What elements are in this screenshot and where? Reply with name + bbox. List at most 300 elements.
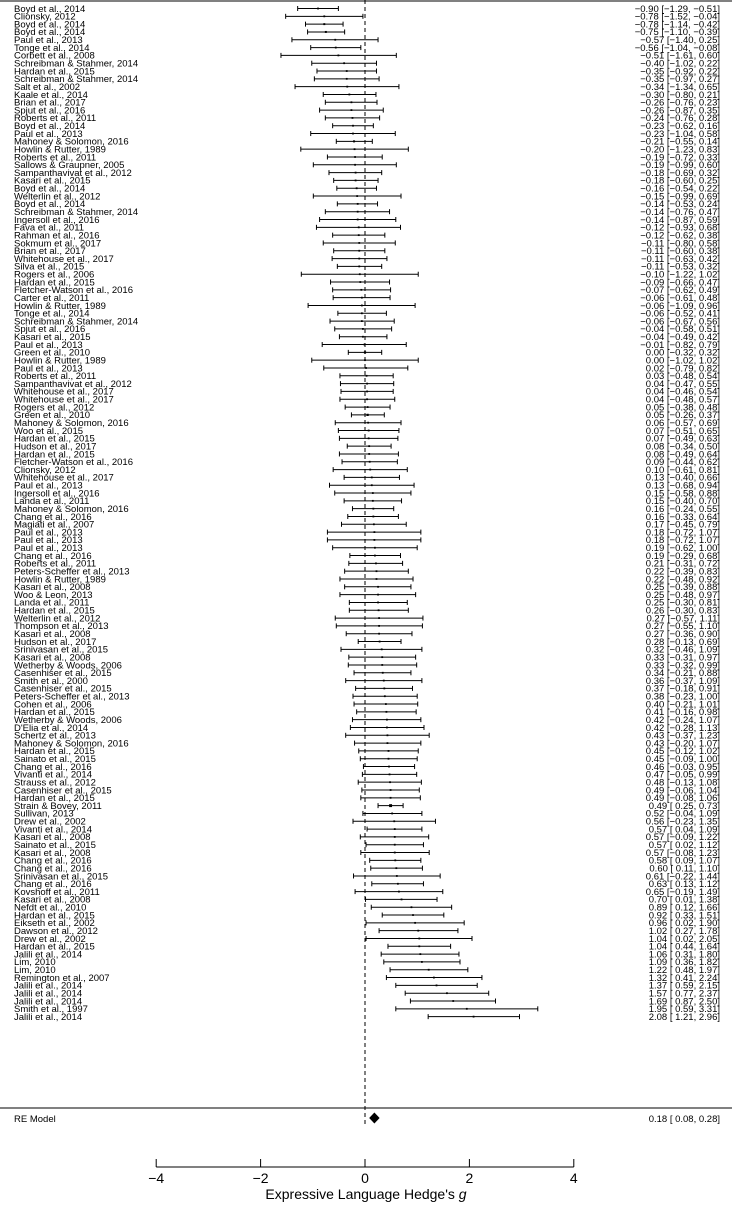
estimate-text: 0.63 [ 0.13, 1.12]	[648, 879, 720, 891]
point-estimate	[377, 586, 379, 588]
point-estimate	[378, 633, 380, 635]
estimate-text: 0.10 [−0.61, 0.81]	[645, 464, 720, 476]
point-estimate	[368, 453, 370, 455]
study-label: Corbett et al., 2008	[14, 50, 95, 62]
estimate-text: 0.18 [−0.72, 1.07]	[645, 535, 720, 547]
study-label: Ingersoll et al., 2016	[14, 214, 100, 226]
point-estimate	[353, 140, 355, 142]
estimate-text: 0.02 [−0.79, 0.82]	[645, 363, 720, 375]
study-label: Carter et al., 2011	[14, 292, 90, 304]
estimate-text: 0.46 [−0.03, 0.95]	[645, 761, 720, 773]
study-row	[14, 887, 720, 898]
estimate-text: −0.16 [−0.54, 0.22]	[640, 183, 720, 195]
study-label: Silva et al., 2015	[14, 261, 85, 273]
study-label: Roberts et al., 2011	[14, 558, 97, 570]
study-row	[14, 551, 720, 562]
study-row	[14, 113, 720, 124]
study-row	[14, 754, 720, 765]
point-estimate	[360, 289, 362, 291]
point-estimate	[364, 359, 366, 361]
estimate-text: −0.12 [−0.62, 0.38]	[640, 230, 720, 242]
point-estimate	[352, 125, 354, 127]
study-label: Landa et al., 2011	[14, 597, 90, 609]
point-estimate	[388, 758, 390, 760]
study-label: Lim, 2010	[14, 957, 56, 969]
estimate-text: −0.35 [−0.97, 0.27]	[640, 74, 720, 86]
study-label: Jalili et al., 2014	[14, 996, 83, 1008]
estimate-text: 0.16 [−0.33, 0.64]	[645, 511, 720, 523]
estimate-text: −0.21 [−0.55, 0.14]	[640, 136, 720, 148]
study-label: Fletcher-Watson et al., 2016	[14, 285, 133, 297]
study-row	[14, 121, 720, 132]
point-estimate	[358, 258, 360, 260]
point-estimate	[371, 477, 373, 479]
study-label: Hardan et al., 2015	[14, 277, 95, 289]
study-row	[14, 395, 720, 406]
study-label: Boyd et al., 2014	[14, 121, 86, 133]
estimate-text: 0.52 [−0.04, 1.09]	[645, 808, 720, 820]
point-estimate	[397, 883, 399, 885]
study-label: Boyd et al., 2014	[14, 3, 86, 15]
point-estimate	[390, 789, 392, 791]
study-label: Schreibman & Stahmer, 2014	[14, 74, 139, 86]
point-estimate	[346, 70, 348, 72]
study-row	[14, 168, 720, 179]
study-label: Hardan et al., 2015	[14, 449, 95, 461]
study-label: Chang et al., 2016	[14, 550, 92, 562]
study-row	[14, 738, 720, 749]
estimate-text: 0.57 [−0.09, 1.22]	[645, 832, 720, 844]
estimate-text: 0.25 [−0.39, 0.88]	[645, 582, 720, 594]
study-row	[14, 316, 720, 327]
point-estimate	[372, 516, 374, 518]
study-row	[14, 613, 720, 624]
study-row	[14, 332, 720, 343]
estimate-text: −0.19 [−0.99, 0.60]	[640, 160, 720, 172]
estimate-text: −0.26 [−0.87, 0.35]	[640, 105, 720, 117]
study-row	[14, 598, 720, 609]
summary-diamond	[369, 1113, 379, 1124]
study-label: Hudson et al., 2017	[14, 441, 97, 453]
estimate-text: −0.18 [−0.60, 0.25]	[640, 175, 720, 187]
study-row	[14, 801, 720, 812]
study-row	[14, 254, 720, 265]
study-row	[14, 262, 720, 273]
estimate-text: 0.45 [−0.12, 1.02]	[645, 746, 720, 758]
study-label: Sallows & Graupner, 2005	[14, 160, 125, 172]
x-tick-label: −2	[252, 1170, 269, 1186]
estimate-text: 0.61 [−0.22, 1.44]	[645, 871, 720, 883]
study-label: Sampanthavivat et al., 2012	[14, 167, 132, 179]
point-estimate	[364, 351, 366, 353]
study-row	[14, 621, 720, 632]
study-label: Whitehouse et al., 2017	[14, 253, 114, 265]
study-row	[14, 363, 720, 374]
study-row	[14, 59, 720, 70]
estimate-text: 0.03 [−0.48, 0.54]	[645, 371, 720, 383]
point-estimate	[389, 804, 392, 807]
estimate-text: −0.24 [−0.76, 0.28]	[640, 113, 720, 125]
point-estimate	[361, 320, 363, 322]
estimate-text: −0.23 [−1.04, 0.58]	[640, 128, 720, 140]
point-estimate	[366, 383, 368, 385]
point-estimate	[343, 62, 345, 64]
point-estimate	[377, 594, 379, 596]
point-estimate	[376, 570, 378, 572]
study-row	[14, 809, 720, 820]
study-row	[14, 692, 720, 703]
study-row	[14, 785, 720, 796]
study-label: Fava et al., 2011	[14, 222, 85, 234]
estimate-text: −0.51 [−1.61, 0.60]	[640, 50, 720, 62]
estimate-text: 0.25 [−0.30, 0.81]	[645, 597, 720, 609]
estimate-text: 0.49 [ 0.25, 0.73]	[648, 800, 720, 812]
estimate-text: −0.07 [−0.62, 0.49]	[640, 285, 720, 297]
point-estimate	[382, 672, 384, 674]
estimate-text: −0.12 [−0.93, 0.68]	[640, 222, 720, 234]
point-estimate	[378, 617, 380, 619]
study-label: Rahman et al., 2016	[14, 230, 100, 242]
estimate-text: −0.06 [−1.09, 0.96]	[640, 300, 720, 312]
point-estimate	[358, 250, 360, 252]
estimate-text: 1.69 [ 0.87, 2.50]	[648, 996, 720, 1008]
study-label: Ingersoll et al., 2016	[14, 488, 100, 500]
estimate-text: −0.06 [−0.67, 0.56]	[640, 316, 720, 328]
estimate-text: −0.09 [−0.66, 0.47]	[640, 277, 720, 289]
estimate-text: 0.25 [−0.48, 0.97]	[645, 589, 720, 601]
study-label: Magiati et al., 2007	[14, 519, 95, 531]
point-estimate	[372, 508, 374, 510]
point-estimate	[386, 719, 388, 721]
point-estimate	[368, 437, 370, 439]
study-label: Paul et al., 2013	[14, 535, 83, 547]
estimate-text: 0.28 [−0.13, 0.69]	[645, 636, 720, 648]
study-label: Kaale et al., 2014	[14, 89, 88, 101]
study-label: Howlin & Rutter, 1989	[14, 574, 106, 586]
estimate-text: 0.04 [−0.46, 0.54]	[645, 386, 720, 398]
study-row	[14, 965, 720, 976]
point-estimate	[398, 891, 400, 893]
point-estimate	[378, 609, 380, 611]
study-rows	[14, 4, 720, 1023]
x-axis	[148, 1159, 578, 1186]
x-tick-label: 4	[569, 1170, 578, 1186]
estimate-text: 1.09 [ 0.36, 1.82]	[648, 957, 720, 969]
study-label: Wetherby & Woods, 2006	[14, 660, 122, 672]
estimate-text: 0.43 [−0.20, 1.07]	[645, 738, 720, 750]
estimate-text: 0.49 [−0.08, 1.06]	[645, 793, 720, 805]
study-label: Rogers et al., 2006	[14, 269, 95, 281]
point-estimate	[385, 703, 387, 705]
estimate-text: 0.09 [−0.44, 0.62]	[645, 457, 720, 469]
estimate-text: −0.10 [−1.22, 1.02]	[640, 269, 720, 281]
point-estimate	[386, 711, 388, 713]
point-estimate	[389, 773, 391, 775]
study-label: Strauss et al., 2012	[14, 777, 96, 789]
study-label: Dawson et al., 2012	[14, 925, 98, 937]
study-label: Jalili et al., 2014	[14, 980, 83, 992]
estimate-text: 0.60 [ 0.11, 1.10]	[649, 863, 720, 875]
study-label: Paul et al., 2013	[14, 543, 83, 555]
estimate-text: 0.22 [−0.39, 0.83]	[645, 566, 720, 578]
x-tick-label: 0	[361, 1170, 369, 1186]
point-estimate	[375, 562, 377, 564]
study-row	[14, 137, 720, 148]
estimate-text: −0.56 [−1.04, −0.08]	[634, 42, 720, 54]
point-estimate	[411, 906, 413, 908]
point-estimate	[361, 297, 363, 299]
estimate-text: −0.14 [−0.87, 0.59]	[640, 214, 720, 226]
point-estimate	[348, 94, 350, 96]
point-estimate	[378, 625, 380, 627]
study-row	[14, 191, 720, 202]
study-label: Chang et al., 2016	[14, 855, 92, 867]
estimate-text: 0.08 [−0.49, 0.64]	[645, 449, 720, 461]
point-estimate	[366, 398, 368, 400]
study-label: Kasari et al., 2015	[14, 332, 91, 344]
study-row	[14, 895, 720, 906]
study-label: Jalili et al., 2014	[14, 1011, 83, 1023]
study-row	[14, 535, 720, 546]
estimate-text: 0.13 [−0.40, 0.66]	[645, 472, 720, 484]
point-estimate	[354, 148, 356, 150]
summary-label: RE Model	[14, 1114, 56, 1125]
study-label: Paul et al., 2013	[14, 480, 83, 492]
study-row	[14, 879, 720, 890]
study-label: Kasari et al., 2008	[14, 832, 91, 844]
study-row	[14, 996, 720, 1007]
point-estimate	[355, 180, 357, 182]
point-estimate	[369, 469, 371, 471]
point-estimate	[394, 836, 396, 838]
point-estimate	[359, 281, 361, 283]
study-label: Kovshoff et al., 2011	[14, 886, 100, 898]
point-estimate	[384, 695, 386, 697]
estimate-text: 0.96 [ 0.02, 1.90]	[648, 918, 720, 930]
study-label: D'Elia et al., 2014	[14, 722, 89, 734]
study-label: Srinivasan et al., 2015	[14, 871, 109, 883]
point-estimate	[365, 367, 367, 369]
estimate-text: −0.06 [−0.61, 0.48]	[640, 292, 720, 304]
estimate-text: 1.04 [ 0.02, 2.05]	[648, 933, 720, 945]
study-label: Hardan et al., 2015	[14, 433, 95, 445]
estimate-text: −0.40 [−1.02, 0.22]	[640, 58, 720, 70]
point-estimate	[366, 391, 368, 393]
study-label: Hardan et al., 2015	[14, 941, 95, 953]
study-label: Casenhiser et al., 2015	[14, 683, 112, 695]
point-estimate	[388, 766, 390, 768]
estimate-text: 0.48 [−0.13, 1.08]	[645, 777, 720, 789]
point-estimate	[381, 656, 383, 658]
point-estimate	[414, 922, 416, 924]
point-estimate	[372, 500, 374, 502]
study-label: Strain & Bovey, 2011	[14, 800, 102, 812]
point-estimate	[355, 172, 357, 174]
estimate-text: −0.75 [−1.10, −0.39]	[634, 27, 720, 39]
x-axis-title-symbol: g	[458, 1186, 467, 1202]
estimate-text: 0.56 [−0.23, 1.35]	[645, 816, 720, 828]
point-estimate	[421, 961, 423, 963]
study-label: Schertz et al., 2013	[14, 730, 96, 742]
point-estimate	[358, 234, 360, 236]
estimate-text: 0.57 [ 0.02, 1.12]	[648, 840, 720, 852]
estimate-text: 0.06 [−0.57, 0.69]	[645, 417, 720, 429]
estimate-text: 0.58 [ 0.09, 1.07]	[648, 855, 720, 867]
study-row	[14, 441, 720, 452]
study-label: Mahoney & Solomon, 2016	[14, 738, 129, 750]
point-estimate	[388, 750, 390, 752]
study-row	[14, 543, 720, 554]
point-estimate	[358, 226, 360, 228]
study-row	[14, 4, 720, 15]
study-label: Peters-Scheffer et al., 2013	[14, 691, 130, 703]
estimate-text: 0.38 [−0.23, 1.00]	[645, 691, 720, 703]
study-label: Kasari et al., 2008	[14, 629, 91, 640]
study-row	[14, 35, 720, 46]
study-label: Paul et al., 2013	[14, 339, 83, 351]
study-row	[14, 981, 720, 992]
point-estimate	[358, 265, 360, 267]
estimate-text: −0.14 [−0.53, 0.24]	[640, 199, 720, 211]
study-label: Sampanthavivat et al., 2012	[14, 378, 132, 390]
point-estimate	[377, 602, 379, 604]
study-row	[14, 762, 720, 773]
study-row	[14, 98, 720, 109]
point-estimate	[361, 312, 363, 314]
point-estimate	[357, 211, 359, 213]
study-row	[14, 973, 720, 984]
study-label: Mahoney & Solomon, 2016	[14, 136, 129, 148]
point-estimate	[335, 47, 337, 49]
point-estimate	[366, 375, 368, 377]
study-label: Casenhiser et al., 2015	[14, 668, 112, 680]
point-estimate	[373, 531, 375, 533]
study-label: Wetherby & Woods, 2006	[14, 714, 122, 726]
estimate-text: −0.23 [−0.62, 0.16]	[640, 121, 720, 133]
study-row	[14, 238, 720, 249]
study-label: Howlin & Rutter, 1989	[14, 300, 106, 312]
estimate-text: −0.34 [−1.34, 0.65]	[640, 81, 720, 93]
estimate-text: 0.05 [−0.38, 0.48]	[645, 402, 720, 414]
estimate-text: 0.70 [ 0.01, 1.38]	[648, 894, 720, 906]
estimate-text: 0.40 [−0.21, 1.01]	[645, 699, 720, 711]
study-label: Roberts et al., 2011	[14, 113, 97, 125]
study-label: Mahoney & Solomon, 2016	[14, 503, 129, 515]
point-estimate	[419, 953, 421, 955]
study-row	[14, 19, 720, 30]
study-row	[14, 90, 720, 101]
study-row	[14, 434, 720, 445]
study-row	[14, 105, 720, 116]
estimate-text: 0.89 [ 0.12, 1.66]	[648, 902, 720, 914]
estimate-text: 0.05 [−0.26, 0.37]	[645, 410, 720, 422]
study-row	[14, 418, 720, 429]
estimate-text: −0.14 [−0.76, 0.47]	[640, 206, 720, 218]
study-label: Drew et al., 2002	[14, 816, 86, 828]
study-label: Schreibman & Stahmer, 2014	[14, 316, 139, 328]
point-estimate	[351, 101, 353, 103]
estimate-text: 0.57 [−0.08, 1.23]	[645, 847, 720, 859]
study-row	[14, 301, 720, 312]
point-estimate	[362, 336, 364, 338]
study-row	[14, 848, 720, 859]
study-label: Remington et al., 2007	[14, 972, 110, 984]
estimate-text: −0.57 [−1.40, 0.25]	[640, 35, 720, 47]
study-row	[14, 863, 720, 874]
study-label: Welterlin et al., 2012	[14, 191, 101, 203]
study-label: Hardan et al., 2015	[14, 746, 95, 758]
study-label: Sainato et al., 2015	[14, 754, 96, 766]
point-estimate	[436, 984, 438, 986]
point-estimate	[387, 734, 389, 736]
study-row	[14, 582, 720, 593]
study-row	[14, 949, 720, 960]
study-label: Paul et al., 2013	[14, 527, 83, 539]
study-label: Roberts et al., 2011	[14, 152, 97, 164]
study-row	[14, 629, 720, 640]
point-estimate	[389, 781, 391, 783]
study-row	[14, 1004, 720, 1015]
estimate-text: 0.04 [−0.48, 0.57]	[645, 394, 720, 406]
study-label: Chang et al., 2016	[14, 511, 92, 523]
estimate-text: −0.11 [−0.53, 0.32]	[640, 261, 720, 273]
study-row	[14, 481, 720, 492]
point-estimate	[356, 195, 358, 197]
study-label: Hardan et al., 2015	[14, 793, 95, 805]
point-estimate	[401, 899, 403, 901]
point-estimate	[366, 414, 368, 416]
study-row	[14, 520, 720, 531]
point-estimate	[367, 422, 369, 424]
study-row	[14, 230, 720, 241]
study-row	[14, 348, 720, 359]
study-row	[14, 856, 720, 867]
point-estimate	[386, 727, 388, 729]
estimate-text: −0.11 [−0.60, 0.38]	[640, 246, 720, 258]
study-row	[14, 246, 720, 257]
study-label: Brian et al., 2017	[14, 97, 86, 109]
study-label: Rogers et al., 2012	[14, 402, 95, 414]
study-label: Drew et al., 2002	[14, 933, 86, 945]
estimate-text: 0.32 [−0.46, 1.09]	[645, 644, 720, 656]
study-row	[14, 824, 720, 835]
estimate-text: 1.22 [ 0.48, 1.97]	[648, 965, 720, 977]
study-row	[14, 957, 720, 968]
point-estimate	[379, 641, 381, 643]
estimate-text: −0.90 [−1.29, −0.51]	[634, 3, 720, 15]
study-row	[14, 379, 720, 390]
point-estimate	[387, 742, 389, 744]
study-label: Boyd et al., 2014	[14, 183, 86, 195]
estimate-text: 0.15 [−0.58, 0.88]	[645, 488, 720, 500]
x-axis-title-text: Expressive Language Hedge's	[265, 1186, 459, 1202]
study-label: Woo & Leon, 2013	[14, 589, 93, 601]
estimate-text: −0.06 [−0.52, 0.41]	[640, 308, 720, 320]
study-label: Srinivasan et al., 2015	[14, 644, 109, 656]
estimate-text: −0.11 [−0.80, 0.58]	[640, 238, 720, 250]
study-label: Whitehouse et al., 2017	[14, 394, 114, 406]
point-estimate	[452, 1000, 454, 1002]
study-label: Clionsky, 2012	[14, 464, 76, 476]
point-estimate	[446, 992, 448, 994]
study-label: Green et al., 2010	[14, 347, 91, 359]
estimate-text: 1.95 [ 0.59, 3.31]	[648, 1004, 720, 1016]
estimate-text: 0.07 [−0.49, 0.63]	[645, 433, 720, 445]
estimate-text: 0.33 [−0.31, 0.97]	[645, 652, 720, 664]
study-label: Boyd et al., 2014	[14, 199, 86, 211]
study-label: Landa et al., 2011	[14, 496, 90, 508]
point-estimate	[391, 813, 393, 815]
